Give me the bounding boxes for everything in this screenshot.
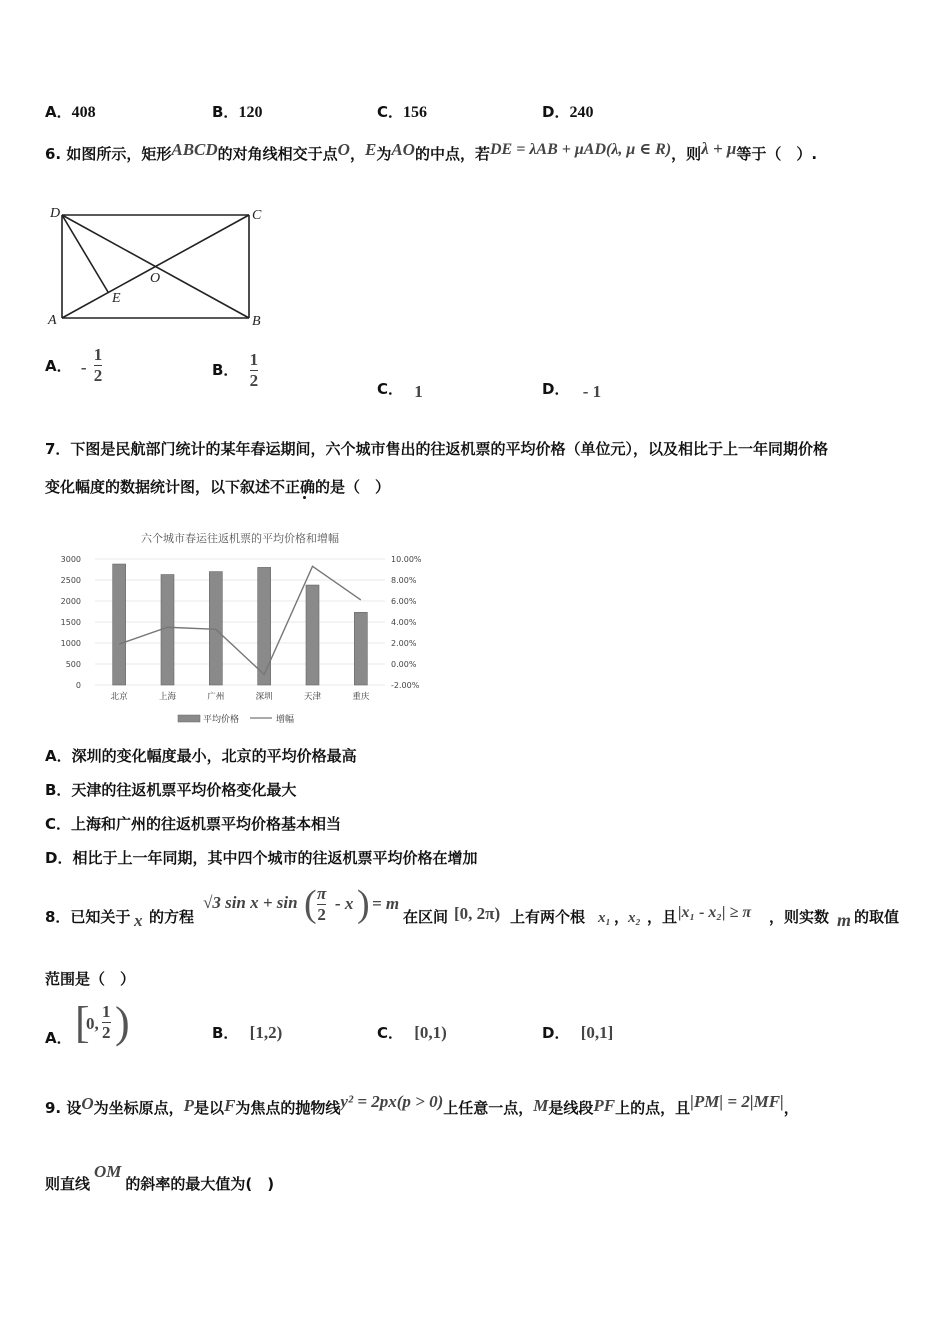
label-e: E — [112, 291, 121, 306]
q6-text: ， — [349, 145, 365, 163]
option-value: 408 — [71, 104, 96, 121]
q6-text: 等于（ ）. — [736, 145, 818, 163]
q8-condition: |x₁ - x₂| ≥ π — [678, 904, 752, 921]
option-value: - 1 — [582, 382, 602, 401]
q7-option-b[interactable]: B．天津的往返机票平均价格变化最大 — [45, 781, 297, 799]
q8-equation-left: √3 sin x + sin — [203, 893, 298, 912]
category-label: 上海 — [158, 692, 177, 702]
option-label: D． — [542, 103, 570, 121]
chart-gridlines — [95, 559, 385, 685]
q6-text: 的中点，若 — [414, 145, 490, 163]
q8-equation-right: = m — [372, 894, 400, 913]
q9-text: 上的点，且 — [615, 1099, 691, 1117]
category-label: 重庆 — [352, 692, 370, 702]
left-tick-label: 500 — [65, 660, 81, 669]
q9-math-p: P — [183, 1096, 195, 1115]
q8-option-d[interactable] — [542, 1022, 613, 1043]
q6-math-e: E — [364, 140, 377, 159]
right-paren: ) — [115, 998, 130, 1047]
q9-math-om: OM — [94, 1162, 122, 1181]
option-label: C． — [377, 1024, 404, 1042]
label-c: C — [252, 208, 262, 223]
rectangle-figure — [40, 200, 280, 335]
q7-option-a[interactable]: A．深圳的变化幅度最小，北京的平均价格最高 — [45, 747, 357, 765]
q9-stem-line1 — [45, 1092, 799, 1118]
chart-title: 六个城市春运往返机票的平均价格和增幅 — [141, 532, 339, 545]
right-axis-ticks — [391, 555, 422, 690]
category-labels — [111, 691, 370, 702]
q9-text: 则直线 — [45, 1175, 91, 1193]
q6-math-ao: AO — [391, 140, 415, 159]
q8-text: 上有两个根 — [510, 908, 586, 926]
q6-option-b[interactable] — [212, 350, 258, 391]
q9-math-m: M — [533, 1096, 549, 1115]
emphasis-dot — [303, 496, 306, 499]
interval-start: 0, — [86, 1014, 99, 1033]
q9-text: 的斜率的最大值为( ) — [125, 1175, 275, 1193]
left-tick-label: 1500 — [60, 618, 81, 627]
chart-legend — [178, 713, 294, 725]
q8-math-x1: x₁ — [598, 910, 611, 926]
option-value: 240 — [569, 104, 594, 121]
q7-stem-line1: 7．下图是民航部门统计的某年春运期间，六个城市售出的往返机票的平均价格（单位元），以及相比于上一年同期价格 — [45, 440, 828, 458]
price-bars — [113, 564, 368, 685]
growth-line — [119, 566, 361, 674]
option-label: A． — [45, 1029, 72, 1047]
q9-stem-line2 — [45, 1162, 275, 1194]
q9-math-parabola: y² = 2px(p > 0) — [340, 1092, 444, 1111]
price-bar — [161, 575, 174, 685]
q6-math-lambda-mu: λ + μ — [701, 139, 737, 158]
right-paren: ) — [357, 883, 370, 925]
q8-option-c[interactable] — [377, 1022, 447, 1043]
q9-text: 是线段 — [548, 1099, 594, 1117]
q6-math-abcd: ABCD — [171, 140, 218, 159]
category-label: 深圳 — [255, 692, 273, 702]
q5-options — [45, 101, 645, 123]
category-label: 北京 — [110, 692, 128, 702]
q9-text: 为坐标原点， — [93, 1099, 184, 1117]
q8-text: ， — [614, 908, 630, 926]
denominator: 2 — [317, 905, 326, 924]
q9-math-ratio: |PM| = 2|MF| — [690, 1092, 784, 1111]
denominator: 2 — [249, 371, 259, 390]
q6-math-o: O — [337, 140, 350, 159]
fraction-pi-over-2 — [317, 884, 326, 925]
option-value: [1,2) — [249, 1023, 283, 1042]
numerator: 1 — [249, 350, 259, 369]
q8-text: ，则实数 — [769, 908, 830, 926]
category-label: 广州 — [207, 692, 225, 702]
left-tick-label: 2500 — [60, 576, 81, 585]
right-tick-label: 0.00% — [391, 660, 417, 669]
right-tick-label: 8.00% — [391, 576, 417, 585]
option-value: [0,1] — [580, 1023, 614, 1042]
q6-options — [45, 345, 665, 405]
q8-math-x2: x₂ — [628, 910, 641, 926]
q8-option-a[interactable] — [45, 1000, 195, 1052]
left-paren: ( — [304, 883, 317, 925]
right-tick-label: 2.00% — [391, 639, 417, 648]
segment-de — [62, 215, 108, 292]
label-o: O — [150, 271, 161, 286]
q6-stem — [45, 139, 818, 164]
q8-options — [45, 1000, 665, 1052]
option-label: A． — [45, 356, 72, 375]
q7-stem-line2 — [45, 476, 390, 497]
label-b: B — [252, 314, 261, 329]
price-bar — [258, 567, 271, 685]
q9-math-f: F — [224, 1096, 236, 1115]
growth-line-path — [119, 566, 361, 674]
q8-interval: [0, 2π) — [454, 904, 501, 923]
left-axis-ticks — [61, 555, 81, 690]
price-change-chart — [45, 527, 435, 732]
right-tick-label: 10.00% — [391, 555, 422, 564]
q7-option-d[interactable]: D．相比于上一年同期，其中四个城市的往返机票平均价格在增加 — [45, 849, 478, 867]
numerator: π — [317, 884, 327, 903]
q7-emphasis: 不 — [270, 478, 286, 496]
q8-equation-minus-x: - x — [335, 894, 354, 913]
denominator: 2 — [102, 1023, 111, 1042]
fraction-one-half — [94, 345, 103, 386]
q6-option-c[interactable] — [377, 378, 423, 399]
right-tick-label: -2.00% — [391, 681, 420, 690]
q8-text: 的取值 — [854, 908, 900, 926]
option-label: C． — [377, 103, 404, 121]
q8-option-b[interactable] — [212, 1022, 282, 1043]
q6-text: 6. 如图所示，矩形 — [45, 145, 172, 163]
q9-text: 9. 设 — [45, 1099, 82, 1117]
option-label: B． — [212, 1024, 239, 1042]
q5-option-c[interactable] — [377, 101, 427, 122]
left-tick-label: 3000 — [60, 555, 81, 564]
price-bar — [209, 572, 222, 685]
q7-option-c[interactable]: C．上海和广州的往返机票平均价格基本相当 — [45, 815, 342, 833]
q5-option-d[interactable] — [542, 101, 593, 122]
q5-option-a[interactable] — [45, 101, 96, 122]
q9-text: 为焦点的抛物线 — [235, 1099, 341, 1117]
q8-math-x: x — [134, 911, 143, 930]
right-tick-label: 4.00% — [391, 618, 417, 627]
option-label: B． — [212, 361, 239, 379]
q8-math-m: m — [837, 910, 852, 930]
price-bar — [306, 585, 319, 685]
option-label: D． — [542, 380, 570, 398]
left-tick-label: 2000 — [60, 597, 81, 606]
numerator: 1 — [102, 1002, 111, 1021]
label-a: A — [48, 313, 57, 328]
option-value: [0,1) — [414, 1023, 447, 1042]
q8-text: 的方程 — [149, 908, 195, 926]
q6-text: 的对角线相交于点 — [217, 145, 338, 163]
legend-bar-swatch — [178, 715, 200, 722]
q9-math-pf: PF — [593, 1096, 616, 1115]
q6-option-a[interactable] — [45, 345, 103, 386]
q9-text: ， — [783, 1099, 799, 1117]
left-tick-label: 1000 — [60, 639, 81, 648]
q8-text: 在区间 — [403, 908, 449, 926]
numerator: 1 — [93, 345, 103, 364]
option-value: 156 — [403, 104, 428, 121]
label-d: D — [50, 206, 61, 221]
option-value: 120 — [238, 104, 263, 121]
legend-label-price: 平均价格 — [203, 715, 240, 725]
q6-option-d[interactable] — [542, 378, 601, 399]
fraction-one-half — [102, 1002, 111, 1043]
legend-label-growth: 增幅 — [276, 715, 295, 725]
q7-text: 正确的是（ ） — [285, 478, 391, 496]
right-tick-label: 6.00% — [391, 597, 417, 606]
option-label: B． — [212, 103, 239, 121]
q8-text: 8．已知关于 — [45, 908, 131, 926]
left-tick-label: 0 — [75, 681, 81, 690]
q6-text: 为 — [376, 145, 392, 163]
q9-text: 是以 — [194, 1099, 225, 1117]
q5-option-b[interactable] — [212, 101, 262, 122]
option-value: 1 — [414, 382, 423, 401]
q8-stem-line2: 范围是（ ） — [45, 970, 136, 988]
option-label: A． — [45, 103, 72, 121]
category-label: 天津 — [303, 692, 322, 702]
q6-text: ，则 — [671, 145, 702, 163]
q8-text: ，且 — [647, 908, 678, 926]
fraction-one-half — [250, 350, 259, 391]
denominator: 2 — [93, 366, 103, 385]
q6-math-vector-eq: DE = λAB + μAD(λ, μ ∈ R) — [489, 141, 672, 158]
q9-math-o: O — [81, 1094, 94, 1113]
price-bar — [113, 564, 126, 685]
q9-text: 上任意一点， — [443, 1099, 534, 1117]
left-bracket: [ — [75, 998, 90, 1047]
option-label: D． — [542, 1024, 570, 1042]
option-label: C． — [377, 380, 404, 398]
minus-sign: - — [80, 357, 87, 377]
q7-text: 变化幅度的数据统计图，以下叙述 — [45, 478, 271, 496]
price-bar — [354, 612, 367, 685]
